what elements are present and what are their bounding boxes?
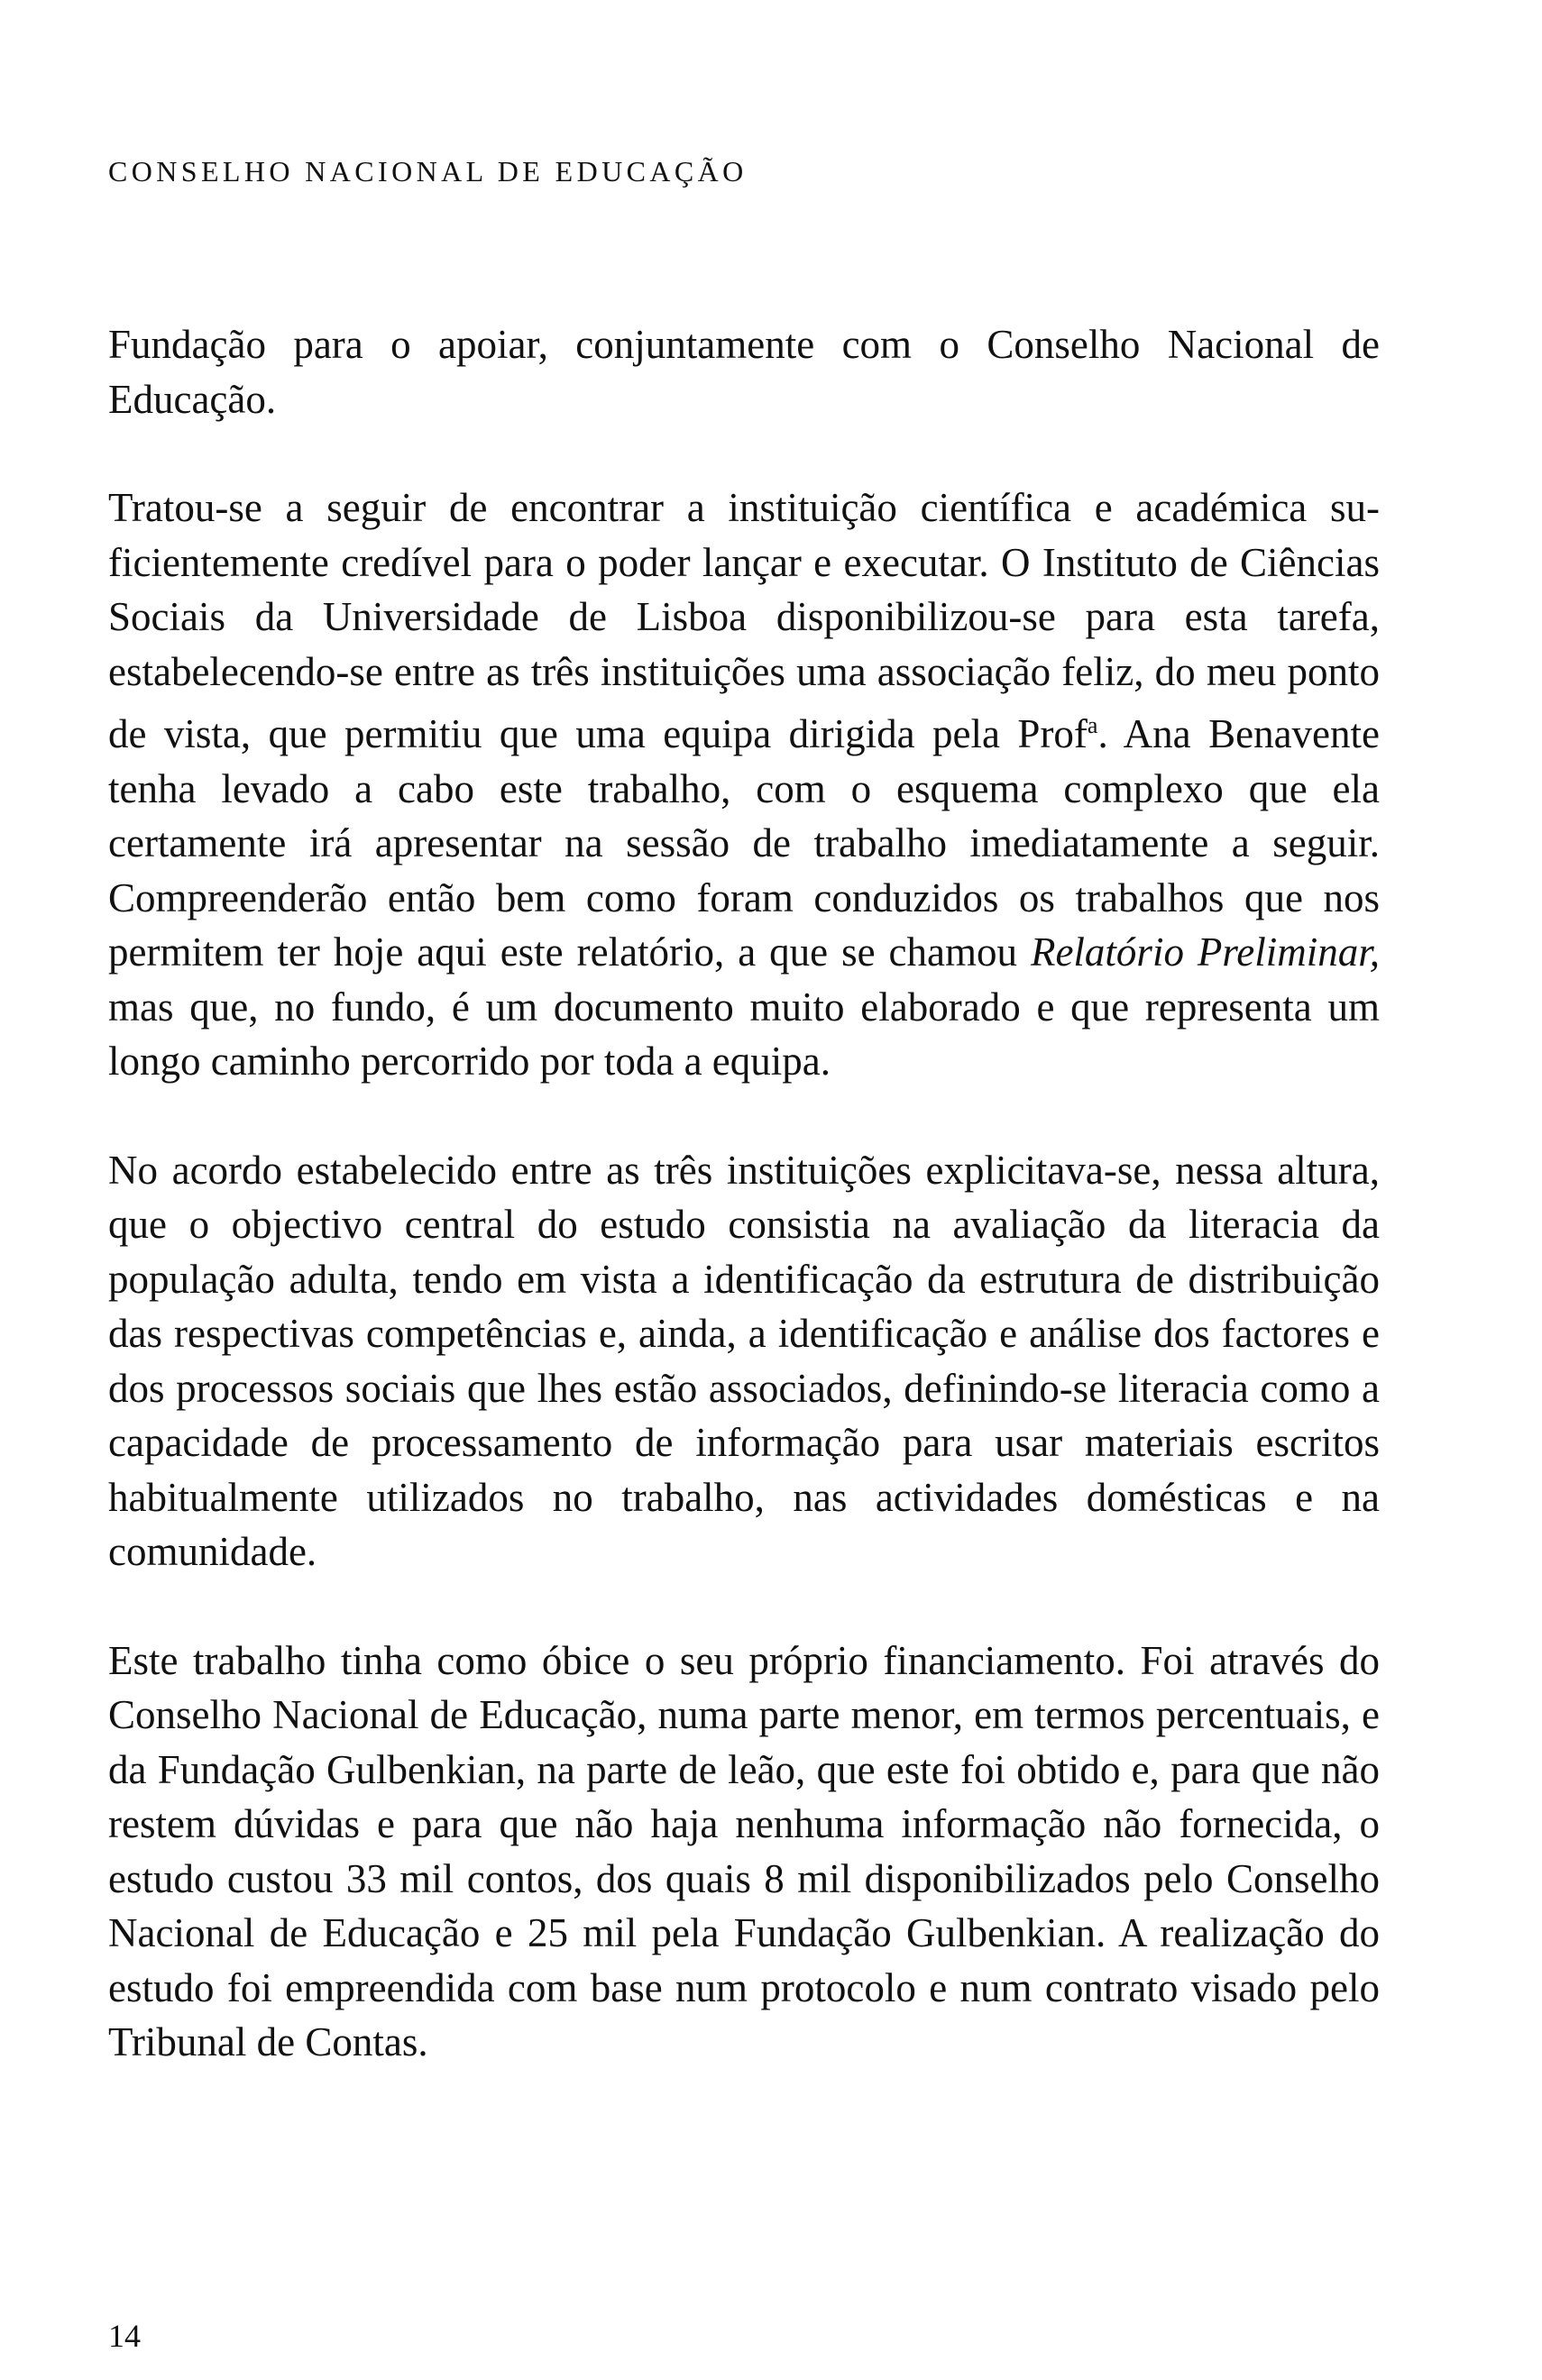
paragraph-2 [108, 481, 1380, 1089]
running-header: CONSELHO NACIONAL DE EDUCAÇÃO [108, 155, 748, 188]
paragraph-4: Este trabalho tinha como óbice o seu próprio financiamento. Foi através do Conselho Nacional de Educação, numa parte menor, em termos percentuais, e da Fundação Gulbenkian, na parte de leão, que este foi obtido e, para que não restem dúvidas e para que não haja nenhuma informação não fornecida, o estudo custou 33 mil contos, dos quais 8 mil disponibilizados pelo Conselho Nacional de Educação e 25 mil pela Fundação Gulbenkian. A realização do estudo foi empreendida com base num protocolo e num contrato visado pelo Tribunal de Contas. [108, 1637, 1380, 2064]
paragraph-2-text-b: . Ana Benavente tenha levado a cabo este trabalho, com o esquema complexo que ela certamente irá apresentar na sessão de trabalho imediatamente a seguir. Compreenderão então bem como foram conduzidos os trabalhos que nos permitem ter hoje aqui este relatório, a que se chamou [108, 711, 1380, 975]
superscript-a: a [1087, 712, 1098, 738]
paragraph-3: No acordo estabelecido entre as três instituições explicitava-se, nessa altura, que o objectivo central do estudo consistia na avaliação da literacia da população adulta, tendo em vista a identificação da estrutura de distribuição das respectivas competências e, ainda, a identificação e análise dos factores e dos processos sociais que lhes estão associados, definindo-se literacia como a capacidade de processamento de informação para usar materiais escritos habitualmente utilizados no trabalho, nas actividades domésticas e na comunidade. [108, 1147, 1380, 1574]
paragraph-2-text-a: Tratou-se a seguir de encontrar a instituição científica e académica suficientemente credível para o poder lançar e executar. O Instituto de Ciências Sociais da Universidade de Lisboa disponibilizou-se para esta tarefa, estabelecendo-se entre as três instituições uma associação feliz, do meu ponto de vista, que permitiu que uma equipa dirigida pela Prof [108, 485, 1380, 756]
page-body [108, 317, 1380, 2070]
page-number: 14 [108, 2318, 141, 2354]
report-title-italic: Relatório Preliminar, [1030, 929, 1380, 975]
paragraph-2-text-c: mas que, no fundo, é um documento muito elaborado e que representa um longo caminho percorrido por toda a equipa. [108, 984, 1380, 1084]
paragraph-1: Fundação para o apoiar, conjuntamente com o Conselho Nacional de Educação. [108, 322, 1380, 422]
